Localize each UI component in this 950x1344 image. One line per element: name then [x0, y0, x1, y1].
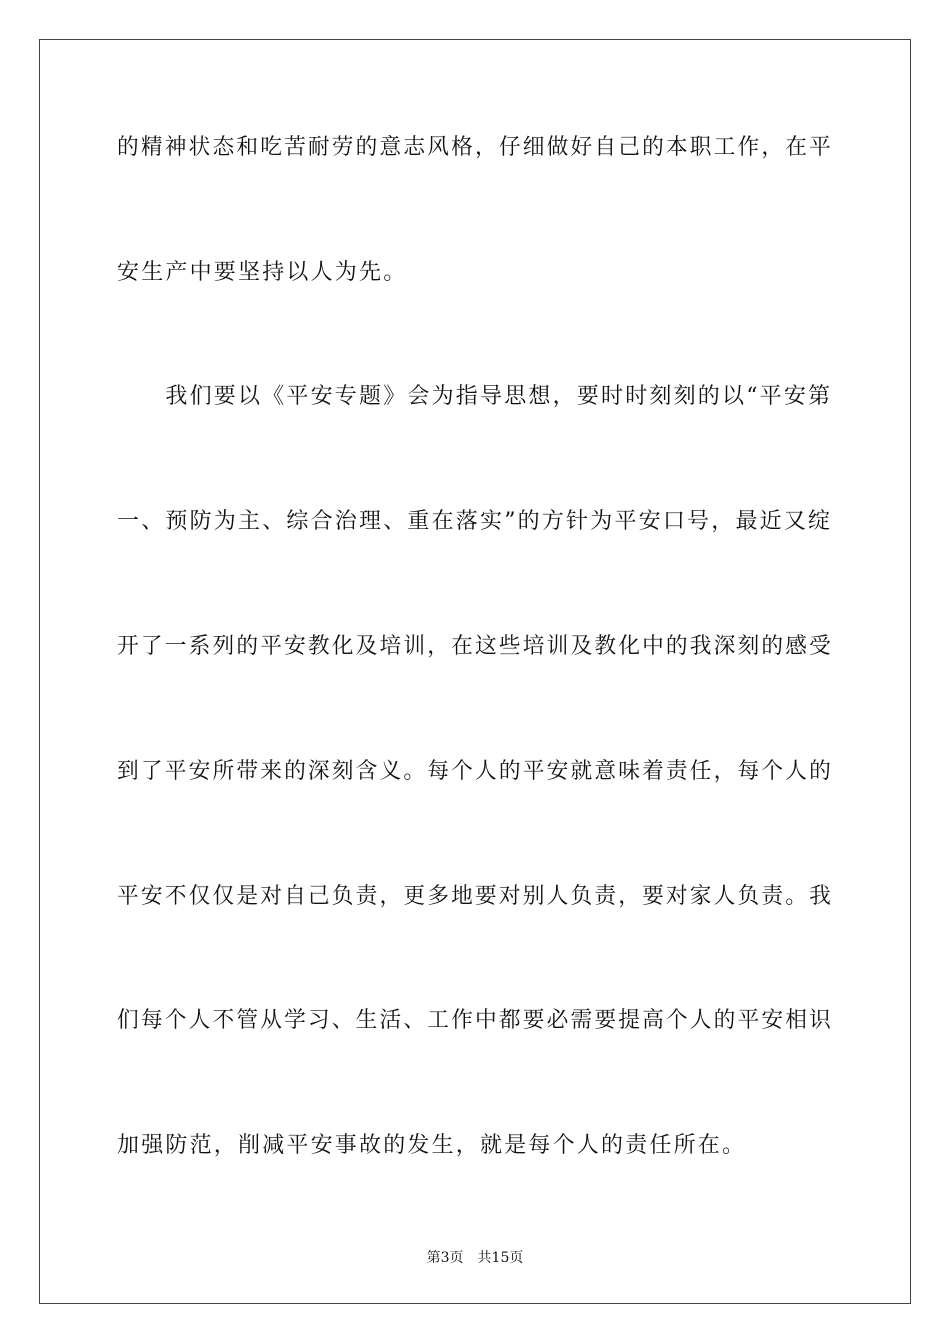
text-line: 们每个人不管从学习、生活、工作中都要必需要提高个人的平安相识 [117, 1008, 834, 1033]
text-line: 安生产中要坚持以人为先。 [117, 260, 408, 285]
text-line: 我们要以《平安专题》会为指导思想，要时时刻刻的以“平安第 [117, 384, 833, 409]
text-line: 开了一系列的平安教化及培训，在这些培训及教化中的我深刻的感受 [117, 634, 834, 659]
text-line: 到了平安所带来的深刻含义。每个人的平安就意味着责任，每个人的 [117, 759, 834, 784]
text-line: 加强防范，削减平安事故的发生，就是每个人的责任所在。 [117, 1133, 747, 1158]
text-line: 一、预防为主、综合治理、重在落实”的方针为平安口号，最近又绽 [117, 509, 833, 534]
text-line: 的精神状态和吃苦耐劳的意志风格，仔细做好自己的本职工作，在平 [117, 135, 834, 160]
page-border [39, 39, 911, 1304]
page-number: 第3页 共15页 [426, 1250, 524, 1266]
text-line: 平安不仅仅是对自己负责，更多地要对别人负责，要对家人负责。我 [117, 884, 834, 909]
